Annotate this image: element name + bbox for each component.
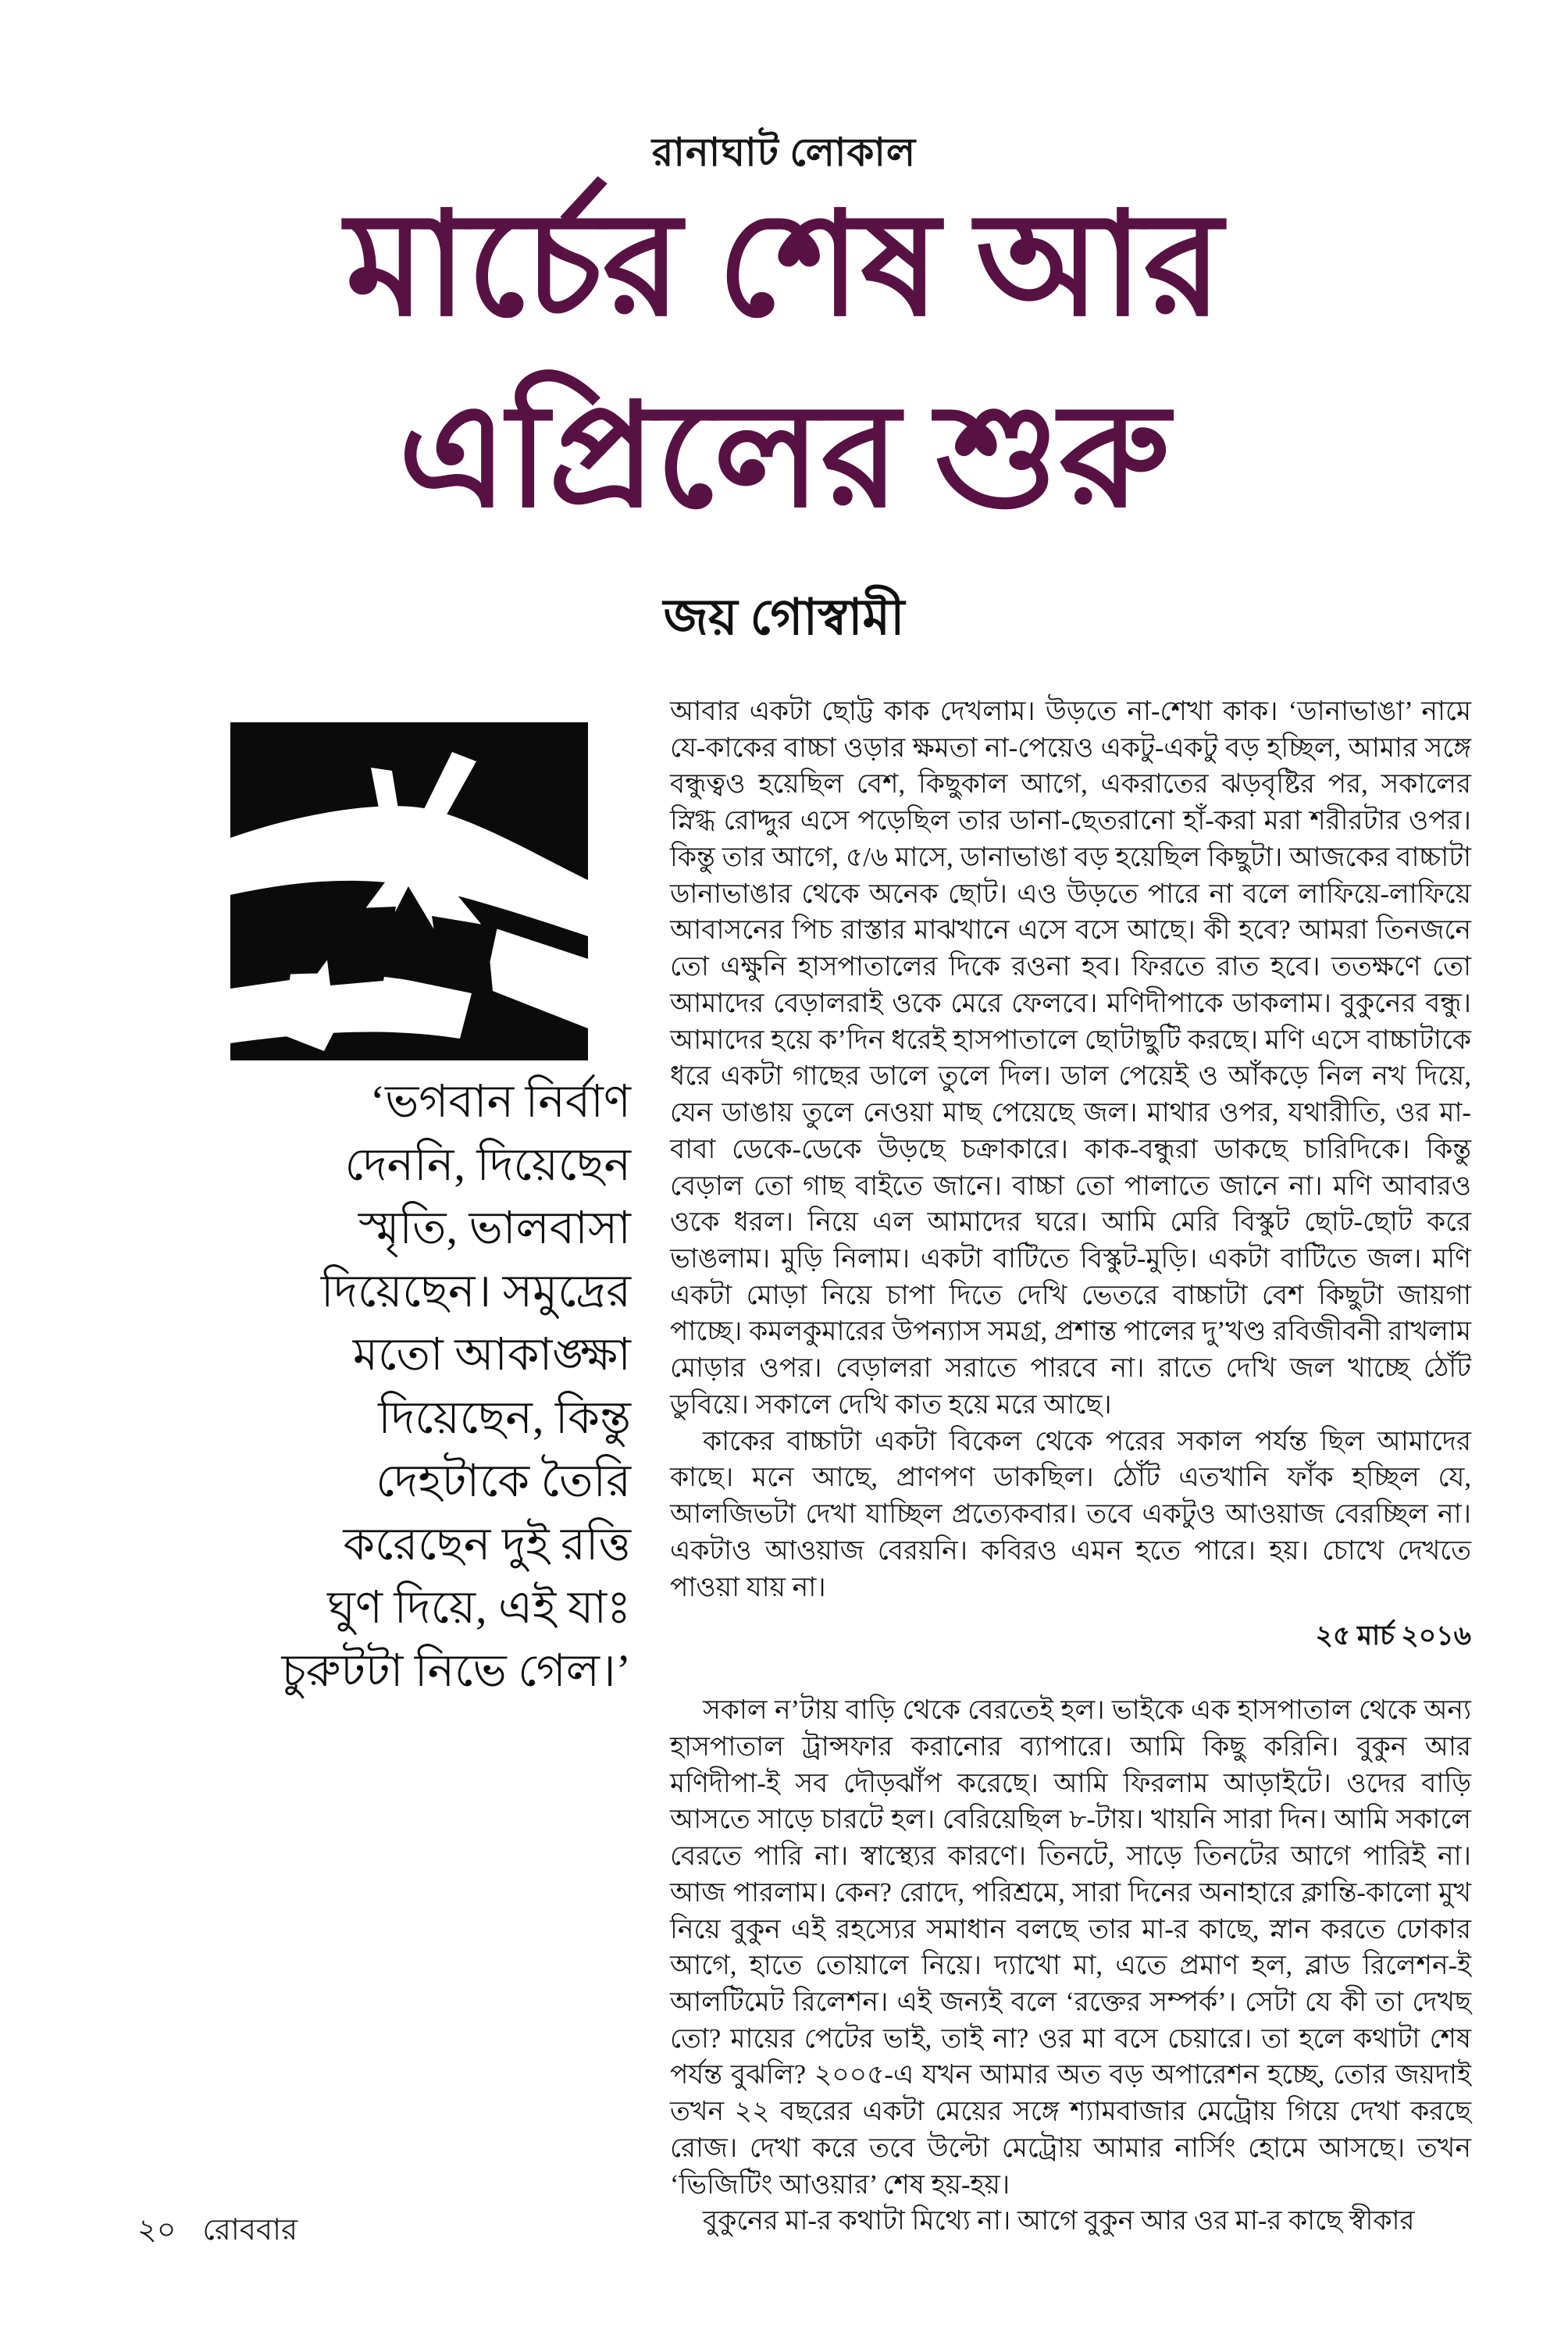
pull-quote-line: ‘ভগবান নির্বাণ xyxy=(369,1076,631,1127)
pull-quote-line: দেননি, দিয়েছেন xyxy=(344,1139,631,1190)
article-body xyxy=(670,693,1471,2240)
pull-quote-line: চুরুটটা নিভে গেল।’ xyxy=(281,1645,631,1696)
article-paragraph: সকাল ন’টায় বাড়ি থেকে বেরতেই হল। ভাইকে এক হাসপাতাল থেকে অন্য হাসপাতাল ট্রান্সফার করানোর ব্যাপারে। আমি কিছু করিনি। বুকুন আর মণিদীপা-ই সব দৌড়ঝাঁপ করেছে। আমি ফিরলাম আড়াইটে। ওদের বাড়ি আসতে সাড়ে চারটে হল। বেরিয়েছিল ৮-টায়। খায়নি সারা দিন। আমি সকালে বেরতে পারি না। স্বাস্থ্যের কারণে। তিনটে, সাড়ে তিনটের আগে পারিই না। আজ পারলাম। কেন? রোদে, পরিশ্রমে, সারা দিনের অনাহারে ক্লান্তি-কালো মুখ নিয়ে বুকুন এই রহস্যের সমাধান বলছে তার মা-র কাছে, স্নান করতে ঢোকার আগে, হাতে তোয়ালে নিয়ে। দ্যাখো মা, এতে প্রমাণ হল, ব্লাড রিলেশন-ই আলটিমেট রিলেশন। এই জন্যই বলে ‘রক্তের সম্পর্ক’। সেটা যে কী তা দেখছ তো? মায়ের পেটের ভাই, তাই না? ওর মা বসে চেয়ারে। তা হলে কথাটা শেষ পর্যন্ত বুঝলি? ২০০৫-এ যখন আমার অত বড় অপারেশন হচ্ছে, তোর জয়দাই তখন ২২ বছরের একটা মেয়ের সঙ্গে শ্যামবাজার মেট্রোয় গিয়ে দেখা করছে রোজ। দেখা করে তবে উল্টো মেট্রোয় আমার নার্সিং হোমে আসছে। তখন ‘ভিজিটিং আওয়ার’ শেষ হয়-হয়। xyxy=(670,1695,1471,2200)
magazine-title: রোববার xyxy=(202,2214,298,2247)
article-kicker: রানাঘাট লোকাল xyxy=(651,130,917,174)
page-footer xyxy=(137,2207,298,2257)
article-paragraph: কাকের বাচ্চাটা একটা বিকেল থেকে পরের সকাল পর্যন্ত ছিল আমাদের কাছে। মনে আছে, প্রাণপণ ডাকছিল। ঠোঁট এতখানি ফাঁক হচ্ছিল যে, আলজিভটা দেখা যাচ্ছিল প্রত্যেকবার। তবে একটুও আওয়াজ বেরচ্ছিল না। একটাও আওয়াজ বেরয়নি। কবিরও এমন হতে পারে। হয়। চোখে দেখতে পাওয়া যায় না। xyxy=(670,1426,1471,1602)
pull-quote-line: মতো আকাঙ্ক্ষা xyxy=(352,1329,631,1380)
page-title xyxy=(0,170,1568,552)
dateline: ২৫ মার্চ ২০১৬ xyxy=(1315,1621,1471,1652)
article-paragraph: আবার একটা ছোট্ট কাক দেখলাম। উড়তে না-শেখা কাক। ‘ডানাভাঙা’ নামে যে-কাকের বাচ্চা ওড়ার ক্ষমতা না-পেয়েও একটু-একটু বড় হচ্ছিল, আমার সঙ্গে বন্ধুত্বও হয়েছিল বেশ, কিছুকাল আগে, একরাতের ঝড়বৃষ্টির পর, সকালের স্নিগ্ধ রোদ্দুর এসে পড়েছিল তার ডানা-ছেতরানো হাঁ-করা মরা শরীরটার ওপর। কিন্তু তার আগে, ৫/৬ মাসে, ডানাভাঙা বড় হয়েছিল কিছুটা। আজকের বাচ্চাটা ডানাভাঙার থেকে অনেক ছোট। এও উড়তে পারে না বলে লাফিয়ে-লাফিয়ে আবাসনের পিচ রাস্তার মাঝখানে এসে বসে আছে। কী হবে? আমরা তিনজনে তো এক্ষুনি হাসপাতালের দিকে রওনা হব। ফিরতে রাত হবে। ততক্ষণে তো আমাদের বেড়ালরাই ওকে মেরে ফেলবে। মণিদীপাকে ডাকলাম। বুকুনের বন্ধু। আমাদের হয়ে ক’দিন ধরেই হাসপাতালে ছোটাছুটি করছে। মণি এসে বাচ্চাটাকে ধরে একটা গাছের ডালে তুলে দিল। ডাল পেয়েই ও আঁকড়ে নিল নখ দিয়ে, যেন ডাঙায় তুলে নেওয়া মাছ পেয়েছে জল। মাথার ওপর, যথারীতি, ওর মা-বাবা ডেকে-ডেকে উড়ছে চক্রাকারে। কাক-বন্ধুরা ডাকছে চারিদিকে। কিন্তু বেড়াল তো গাছ বাইতে জানে। বাচ্চা তো পালাতে জানে না। মণি আবারও ওকে ধরল। নিয়ে এল আমাদের ঘরে। আমি মেরি বিস্কুট ছোট-ছোট করে ভাঙলাম। মুড়ি নিলাম। একটা বাটিতে বিস্কুট-মুড়ি। একটা বাটিতে জল। মণি একটা মোড়া নিয়ে চাপা দিতে দেখি ভেতরে বাচ্চাটা বেশ কিছুটা জায়গা পাচ্ছে। কমলকুমারের উপন্যাস সমগ্র, প্রশান্ত পালের দু’খণ্ড রবিজীবনী রাখলাম মোড়ার ওপর। বেড়ালরা সরাতে পারবে না। রাতে দেখি জল খাচ্ছে ঠোঁট ডুবিয়ে। সকালে দেখি কাত হয়ে মরে আছে। xyxy=(670,697,1471,1420)
pull-quote-line: ঘুণ দিয়ে, এই যাঃ xyxy=(327,1582,631,1633)
pull-quote xyxy=(100,1070,631,1702)
title-line-2: এপ্রিলের শুরু xyxy=(398,376,1170,536)
artwork-image xyxy=(230,722,588,1060)
pull-quote-line: দেহটাকে তৈরি xyxy=(376,1456,631,1506)
author-byline: জয় গোস্বামী xyxy=(663,590,905,645)
pull-quote-line: দিয়েছেন, কিন্তু xyxy=(378,1392,631,1443)
abstract-brush-illustration xyxy=(230,722,588,1060)
pull-quote-line: দিয়েছেন। সমুদ্রের xyxy=(320,1266,631,1317)
pull-quote-line: স্মৃতি, ভালবাসা xyxy=(358,1203,631,1253)
page-number: ২০ xyxy=(137,2214,176,2247)
article-paragraph: বুকুনের মা-র কথাটা মিথ্যে না। আগে বুকুন আর ওর মা-র কাছে স্বীকার xyxy=(703,2206,1415,2236)
pull-quote-line: করেছেন দুই রত্তি xyxy=(343,1519,631,1570)
title-line-1: মার্চের শেষ আর xyxy=(345,186,1223,345)
